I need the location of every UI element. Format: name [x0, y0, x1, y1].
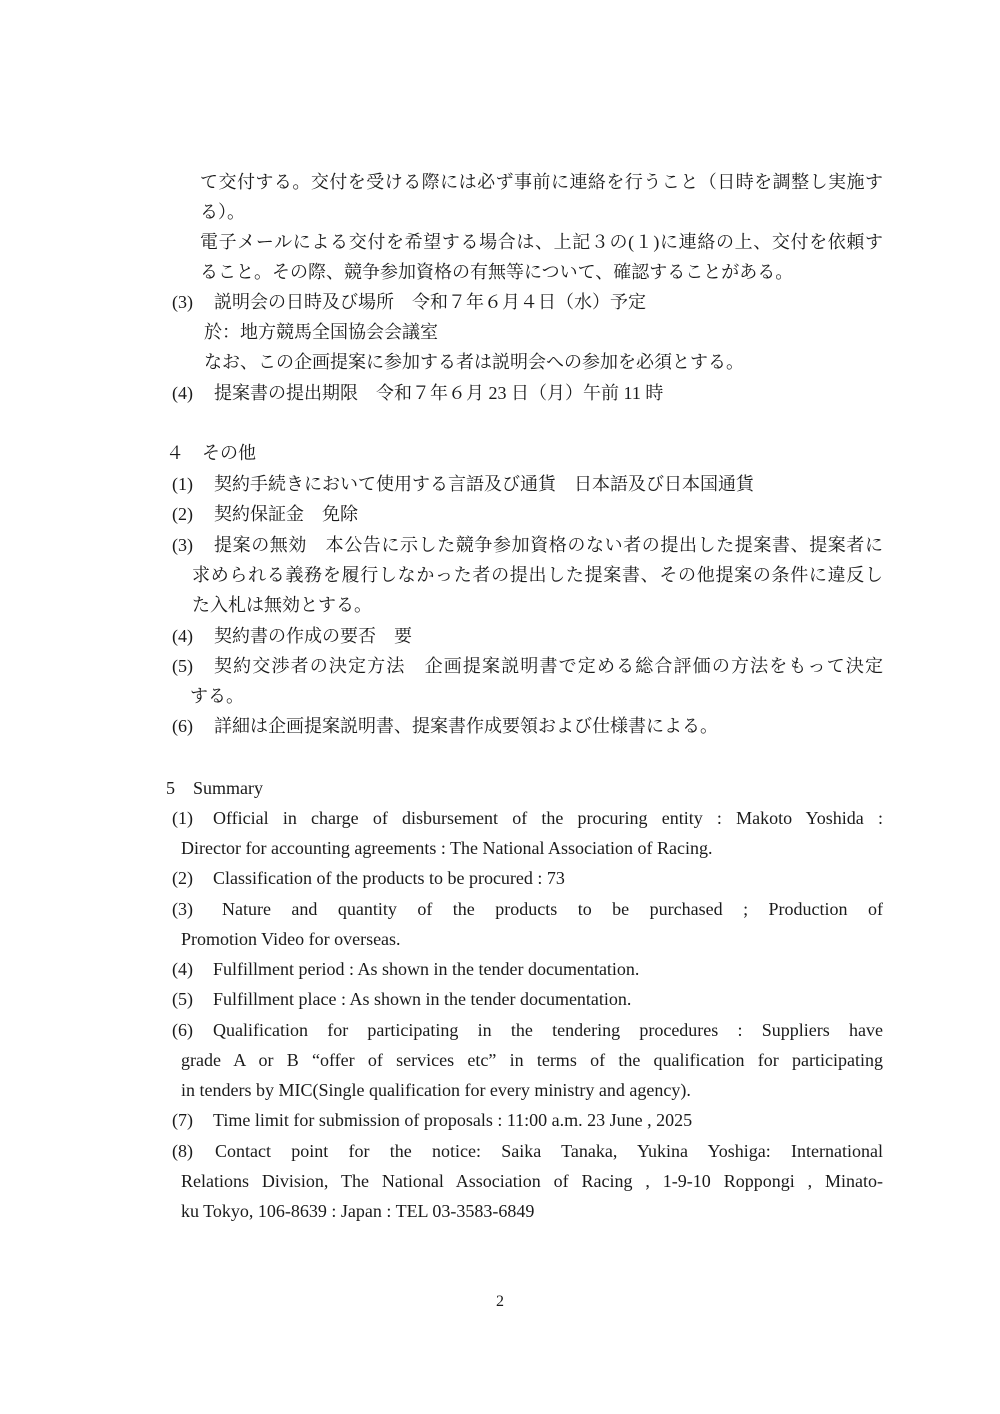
- item-number: (7): [172, 1110, 193, 1130]
- item-text: なお、この企画提案に参加する者は説明会への参加を必須とする。: [204, 352, 744, 372]
- section-heading: ４ その他: [166, 443, 256, 463]
- item-text: 契約保証金 免除: [214, 504, 358, 524]
- item-number: (5): [172, 989, 193, 1009]
- item-number: (3): [172, 292, 193, 312]
- item-text: 契約交渉者の決定方法 企画提案説明書で定める総合評価の方法をもって決定: [214, 656, 883, 676]
- paragraph-line: 電子メールによる交付を希望する場合は、上記３の(１)に連絡の上、交付を依頼す: [200, 232, 883, 252]
- item-number: (5): [172, 656, 193, 676]
- item-number: (2): [172, 504, 193, 524]
- item-text: た入札は無効とする。: [192, 595, 372, 615]
- item-text: grade A or B “offer of services etc” in terms of the qualification for participating: [181, 1050, 883, 1070]
- item-text: 於：地方競馬全国協会会議室: [204, 322, 438, 342]
- section-heading: 5 Summary: [166, 778, 263, 798]
- item-text: Time limit for submission of proposals : 11:00 a.m. 23 June , 2025: [213, 1110, 693, 1130]
- item-number: (4): [172, 626, 193, 646]
- item-text: 提案の無効 本公告に示した競争参加資格のない者の提出した提案書、提案者に: [214, 535, 883, 555]
- paragraph-line: て交付する。交付を受ける際には必ず事前に連絡を行うこと（日時を調整し実施す: [200, 172, 883, 192]
- item-number: (4): [172, 383, 193, 403]
- item-number: (2): [172, 868, 193, 888]
- item-text: 求められる義務を履行しなかった者の提出した提案書、その他提案の条件に違反し: [192, 565, 883, 585]
- item-text: Fulfillment period : As shown in the tender documentation.: [213, 959, 640, 979]
- item-text: 契約書の作成の要否 要: [214, 626, 412, 646]
- paragraph-line: る）。: [200, 202, 245, 222]
- item-text: Promotion Video for overseas.: [181, 929, 401, 949]
- item-text: 詳細は企画提案説明書、提案書作成要領および仕様書による。: [214, 716, 718, 736]
- item-number: (8): [172, 1141, 193, 1161]
- item-text: 契約手続きにおいて使用する言語及び通貨 日本語及び日本国通貨: [214, 474, 754, 494]
- item-text: Qualification for participating in the tendering procedures : Suppliers have: [213, 1020, 883, 1040]
- item-text: Nature and quantity of the products to be purchased ; Production of: [222, 899, 883, 919]
- item-number: (3): [172, 899, 193, 919]
- item-number: (1): [172, 808, 193, 828]
- item-text: Official in charge of disbursement of the procuring entity : Makoto Yoshida :: [213, 808, 883, 828]
- item-text: する。: [190, 686, 244, 706]
- paragraph-line: ること。その際、競争参加資格の有無等について、確認することがある。: [200, 262, 794, 282]
- item-number: (3): [172, 535, 193, 555]
- item-text: Director for accounting agreements : The National Association of Racing.: [181, 838, 713, 858]
- item-text: ku Tokyo, 106-8639 : Japan : TEL 03-3583-6849: [181, 1201, 535, 1221]
- item-number: (4): [172, 959, 193, 979]
- item-text: 提案書の提出期限 令和７年６月 23 日（月）午前 11 時: [214, 383, 664, 403]
- item-number: (6): [172, 1020, 193, 1040]
- item-text: Relations Division, The National Association of Racing , 1-9-10 Roppongi , Minato-: [181, 1171, 883, 1191]
- item-text: in tenders by MIC(Single qualification for every ministry and agency).: [181, 1080, 691, 1100]
- item-text: 説明会の日時及び場所 令和７年６月４日（水）予定: [214, 292, 646, 312]
- item-text: Contact point for the notice: Saika Tanaka, Yukina Yoshiga: International: [215, 1141, 883, 1161]
- item-number: (6): [172, 716, 193, 736]
- item-text: Fulfillment place : As shown in the tender documentation.: [213, 989, 632, 1009]
- page-number: 2: [496, 1293, 504, 1310]
- item-text: Classification of the products to be procured : 73: [213, 868, 565, 888]
- item-number: (1): [172, 474, 193, 494]
